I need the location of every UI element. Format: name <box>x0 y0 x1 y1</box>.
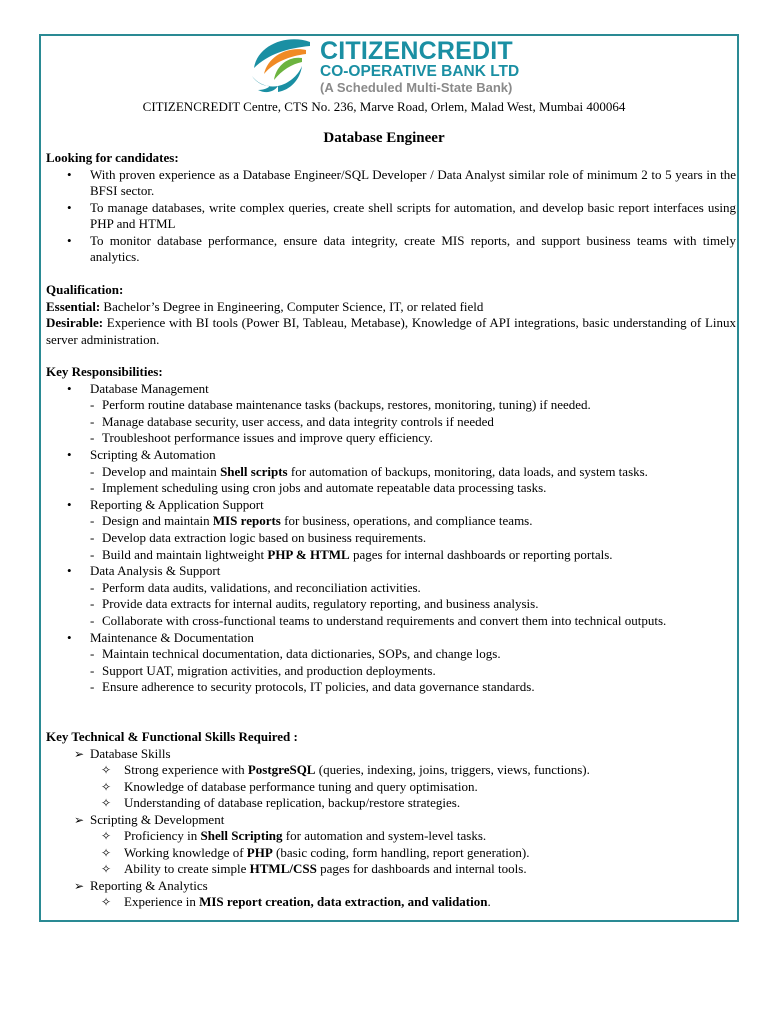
list-item: • With proven experience as a Database Engineer/SQL Developer / Data Analyst similar role of minimum 2 to 5 years in the BFSI sector. <box>46 167 736 200</box>
list-item: ✧ Understanding of database replication, backup/restore strategies. <box>46 795 736 812</box>
list-item: - Develop data extraction logic based on business requirements. <box>46 530 736 547</box>
list-item: - Perform data audits, validations, and reconciliation activities. <box>46 580 736 597</box>
list-item: • To manage databases, write complex queries, create shell scripts for automation, and develop basic report interfaces using PHP and HTML <box>46 200 736 233</box>
list-item: ✧ Knowledge of database performance tuning and query optimisation. <box>46 779 736 796</box>
looking-list <box>46 167 736 266</box>
list-item: - Provide data extracts for internal audits, regulatory reporting, and business analysis. <box>46 596 736 613</box>
list-item: • To monitor database performance, ensure data integrity, create MIS reports, and support business teams with timely analytics. <box>46 233 736 266</box>
list-item: ✧ Ability to create simple HTML/CSS pages for dashboards and internal tools. <box>46 861 736 878</box>
list-item: - Design and maintain MIS reports for business, operations, and compliance teams. <box>46 513 736 530</box>
list-item: - Maintain technical documentation, data dictionaries, SOPs, and change logs. <box>46 646 736 663</box>
list-item: - Manage database security, user access, and data integrity controls if needed <box>46 414 736 431</box>
desirable-line <box>46 315 736 348</box>
responsibility-title: • Data Analysis & Support <box>46 563 736 580</box>
responsibilities-heading: Key Responsibilities: <box>46 364 163 379</box>
list-item: - Build and maintain lightweight PHP & HTML pages for internal dashboards or reporting portals. <box>46 547 736 564</box>
skills-group-title: ➢ Reporting & Analytics <box>46 878 736 895</box>
bank-name: CITIZENCREDIT <box>320 37 513 65</box>
bank-subtitle: CO-OPERATIVE BANK LTD <box>320 63 520 80</box>
skills-group-title: ➢ Scripting & Development <box>46 812 736 829</box>
list-item: - Develop and maintain Shell scripts for automation of backups, monitoring, data loads, and system tasks. <box>46 464 736 481</box>
responsibility-group <box>46 563 736 580</box>
qualification-section <box>46 282 736 348</box>
bank-emblem-icon <box>248 36 318 98</box>
essential-text: Bachelor’s Degree in Engineering, Computer Science, IT, or related field <box>100 298 484 314</box>
desirable-label: Desirable: <box>46 315 104 330</box>
responsibilities-section <box>46 364 736 696</box>
responsibility-title: • Reporting & Application Support <box>46 497 736 514</box>
responsibility-group <box>46 381 736 398</box>
list-item: - Implement scheduling using cron jobs and automate repeatable data processing tasks. <box>46 480 736 497</box>
skills-section <box>46 729 736 911</box>
bank-logo <box>248 36 538 98</box>
list-item: - Ensure adherence to security protocols, IT policies, and data governance standards. <box>46 679 736 696</box>
page-title: Database Engineer <box>323 130 445 146</box>
list-item: ✧ Strong experience with PostgreSQL (queries, indexing, joins, triggers, views, functions). <box>46 762 736 779</box>
responsibility-title: • Maintenance & Documentation <box>46 630 736 647</box>
list-item: ✧ Working knowledge of PHP (basic coding, form handling, report generation). <box>46 845 736 862</box>
list-item: - Troubleshoot performance issues and improve query efficiency. <box>46 430 736 447</box>
responsibility-group <box>46 630 736 647</box>
responsibility-group <box>46 497 736 514</box>
list-item: ✧ Experience in MIS report creation, data extraction, and validation. <box>46 894 736 911</box>
responsibility-group <box>46 447 736 464</box>
responsibility-title: • Scripting & Automation <box>46 447 736 464</box>
list-item: - Collaborate with cross-functional teams to understand requirements and convert them into technical outputs. <box>46 613 736 630</box>
desirable-text: Experience with BI tools (Power BI, Tableau, Metabase), Knowledge of API integrations, basic understanding of Linux server administration. <box>46 315 736 347</box>
skills-group-title: ➢ Database Skills <box>46 746 736 763</box>
bank-address: CITIZENCREDIT Centre, CTS No. 236, Marve Road, Orlem, Malad West, Mumbai 400064 <box>142 99 626 114</box>
list-item: - Support UAT, migration activities, and production deployments. <box>46 663 736 680</box>
list-item: - Perform routine database maintenance tasks (backups, restores, monitoring, tuning) if needed. <box>46 397 736 414</box>
essential-label: Essential: <box>46 298 101 314</box>
bank-tagline: (A Scheduled Multi-State Bank) <box>320 80 513 95</box>
essential-line <box>46 299 736 316</box>
looking-section <box>46 150 736 266</box>
skills-heading: Key Technical & Functional Skills Required : <box>46 729 298 744</box>
qualification-heading: Qualification: <box>46 282 124 297</box>
looking-heading: Looking for candidates: <box>46 150 179 165</box>
responsibility-title: • Database Management <box>46 381 736 398</box>
list-item: ✧ Proficiency in Shell Scripting for automation and system-level tasks. <box>46 828 736 845</box>
